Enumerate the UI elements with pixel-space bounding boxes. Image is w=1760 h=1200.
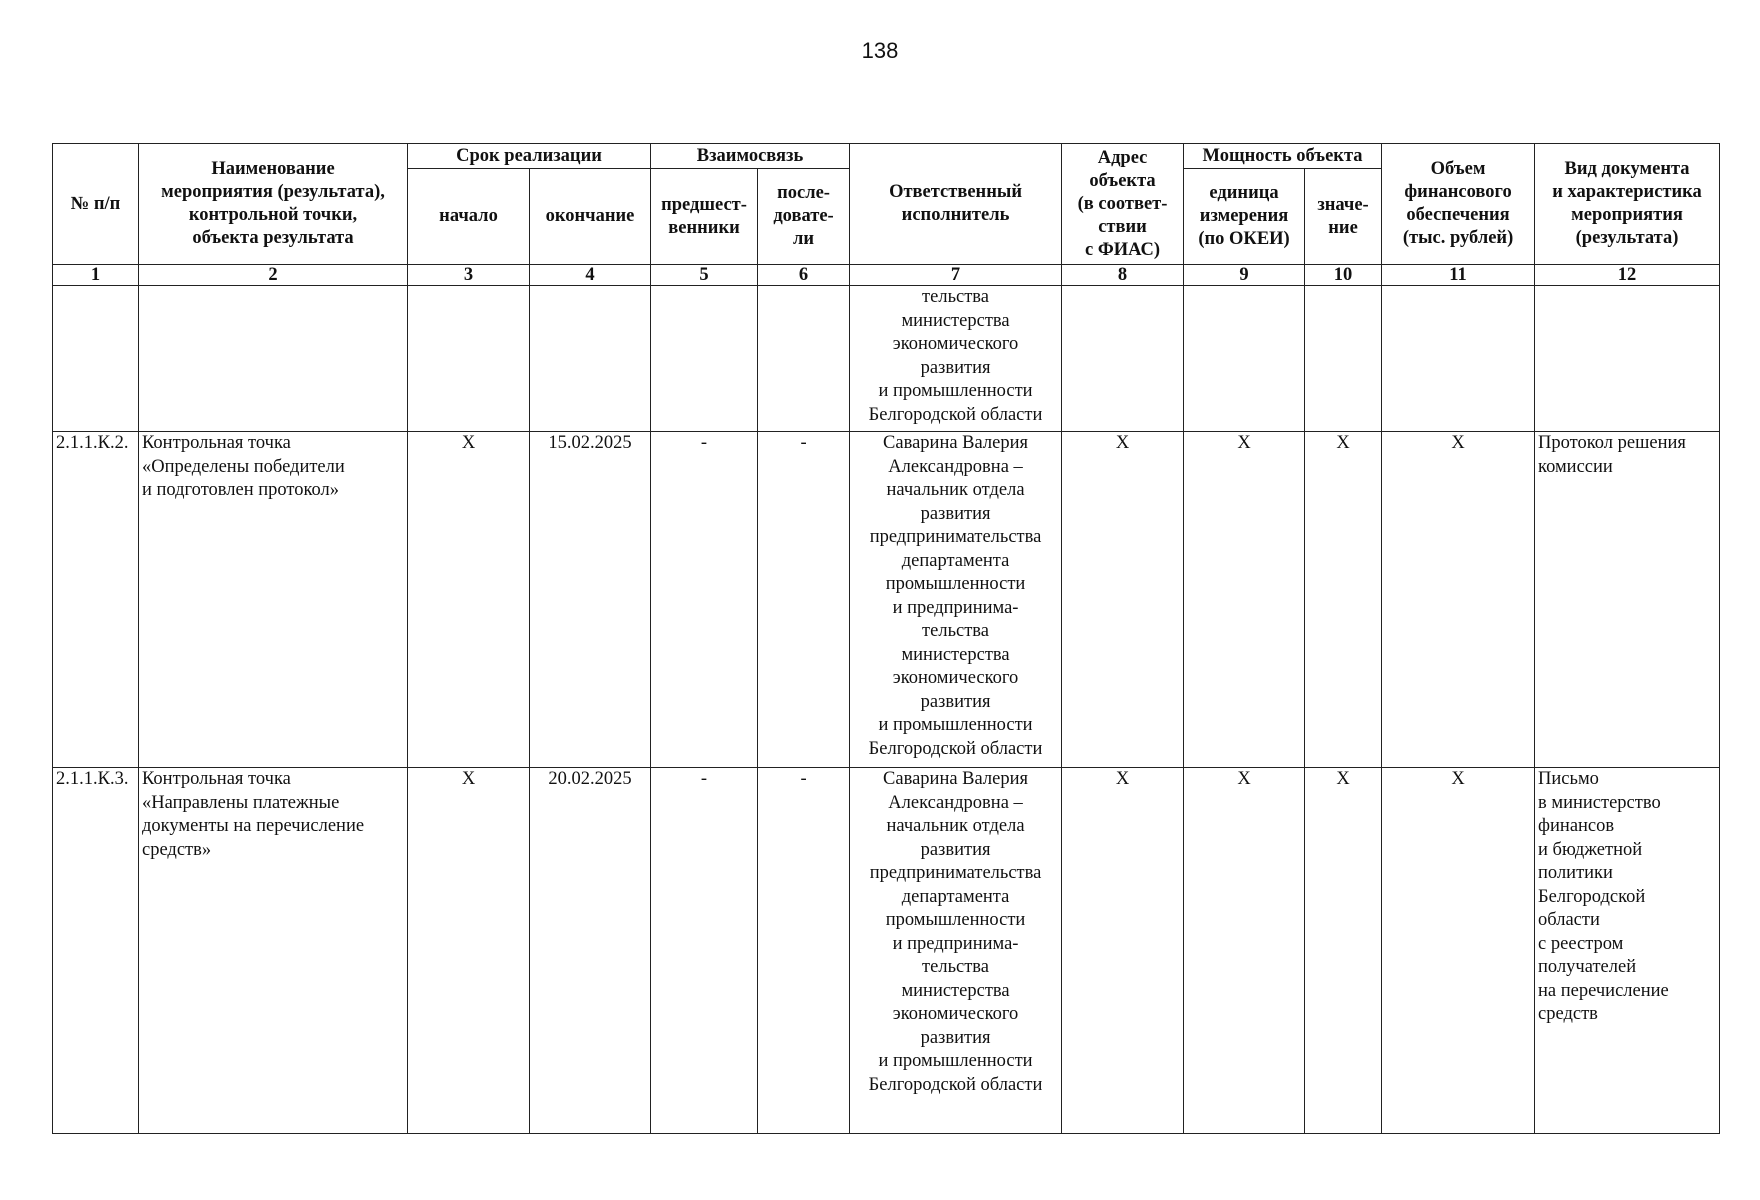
predecessors-cell: - bbox=[651, 432, 758, 768]
column-number: 7 bbox=[850, 265, 1062, 286]
header-end: окончание bbox=[530, 169, 651, 265]
successors-cell: - bbox=[758, 432, 850, 768]
predecessors-cell: - bbox=[651, 768, 758, 1134]
unit-cell: X bbox=[1184, 432, 1305, 768]
column-number: 12 bbox=[1535, 265, 1720, 286]
plan-table bbox=[52, 143, 1720, 1134]
column-number: 9 bbox=[1184, 265, 1305, 286]
header-successors: после- довате- ли bbox=[758, 169, 850, 265]
header-doc: Вид документа и характеристика мероприятия (результата) bbox=[1535, 144, 1720, 265]
value-cell: X bbox=[1305, 432, 1382, 768]
value-cell: X bbox=[1305, 768, 1382, 1134]
column-number: 10 bbox=[1305, 265, 1382, 286]
header-relation-group: Взаимосвязь bbox=[651, 144, 850, 169]
header-executor: Ответственный исполнитель bbox=[850, 144, 1062, 265]
executor-cell: Саварина Валерия Александровна – начальник отдела развития предпринимательства департамента промышленности и предпринима- тельства министерства экономического развития и промышленности Белгородской области bbox=[850, 432, 1062, 768]
header-address: Адрес объекта (в соответ- ствии с ФИАС) bbox=[1062, 144, 1184, 265]
column-number: 4 bbox=[530, 265, 651, 286]
address-cell: X bbox=[1062, 768, 1184, 1134]
executor-cell: тельства министерства экономического развития и промышленности Белгородской области bbox=[850, 286, 1062, 432]
finance-cell: X bbox=[1382, 768, 1535, 1134]
unit-cell: X bbox=[1184, 768, 1305, 1134]
doc-cell: Протокол решения комиссии bbox=[1535, 432, 1720, 768]
header-term-group: Срок реализации bbox=[408, 144, 651, 169]
header-predecessors: предшест- венники bbox=[651, 169, 758, 265]
successors-cell: - bbox=[758, 768, 850, 1134]
num-cell: 2.1.1.К.2. bbox=[53, 432, 139, 768]
doc-cell: Письмо в министерство финансов и бюджетной политики Белгородской области с реестром получателей на перечисление средств bbox=[1535, 768, 1720, 1134]
column-number: 2 bbox=[139, 265, 408, 286]
end-cell: 15.02.2025 bbox=[530, 432, 651, 768]
header-num: № п/п bbox=[53, 144, 139, 265]
column-number: 11 bbox=[1382, 265, 1535, 286]
header-unit: единица измерения (по ОКЕИ) bbox=[1184, 169, 1305, 265]
column-number: 3 bbox=[408, 265, 530, 286]
header-start: начало bbox=[408, 169, 530, 265]
header-value: значе- ние bbox=[1305, 169, 1382, 265]
table-header bbox=[53, 144, 1720, 286]
table-row bbox=[53, 768, 1720, 1134]
header-capacity-group: Мощность объекта bbox=[1184, 144, 1382, 169]
header-name: Наименование мероприятия (результата), контрольной точки, объекта результата bbox=[139, 144, 408, 265]
end-cell: 20.02.2025 bbox=[530, 768, 651, 1134]
column-number-row bbox=[53, 265, 1720, 286]
finance-cell: X bbox=[1382, 432, 1535, 768]
executor-cell: Саварина Валерия Александровна – начальник отдела развития предпринимательства департамента промышленности и предпринима- тельства министерства экономического развития и промышленности Белгородской области bbox=[850, 768, 1062, 1134]
column-number: 8 bbox=[1062, 265, 1184, 286]
start-cell: X bbox=[408, 768, 530, 1134]
name-cell: Контрольная точка «Направлены платежные документы на перечисление средств» bbox=[139, 768, 408, 1134]
address-cell: X bbox=[1062, 432, 1184, 768]
table-row-continuation bbox=[53, 286, 1720, 432]
column-number: 5 bbox=[651, 265, 758, 286]
num-cell: 2.1.1.К.3. bbox=[53, 768, 139, 1134]
name-cell: Контрольная точка «Определены победители и подготовлен протокол» bbox=[139, 432, 408, 768]
header-finance: Объем финансового обеспечения (тыс. рублей) bbox=[1382, 144, 1535, 265]
column-number: 1 bbox=[53, 265, 139, 286]
page-number: 138 bbox=[861, 38, 899, 63]
table-row bbox=[53, 432, 1720, 768]
start-cell: X bbox=[408, 432, 530, 768]
column-number: 6 bbox=[758, 265, 850, 286]
